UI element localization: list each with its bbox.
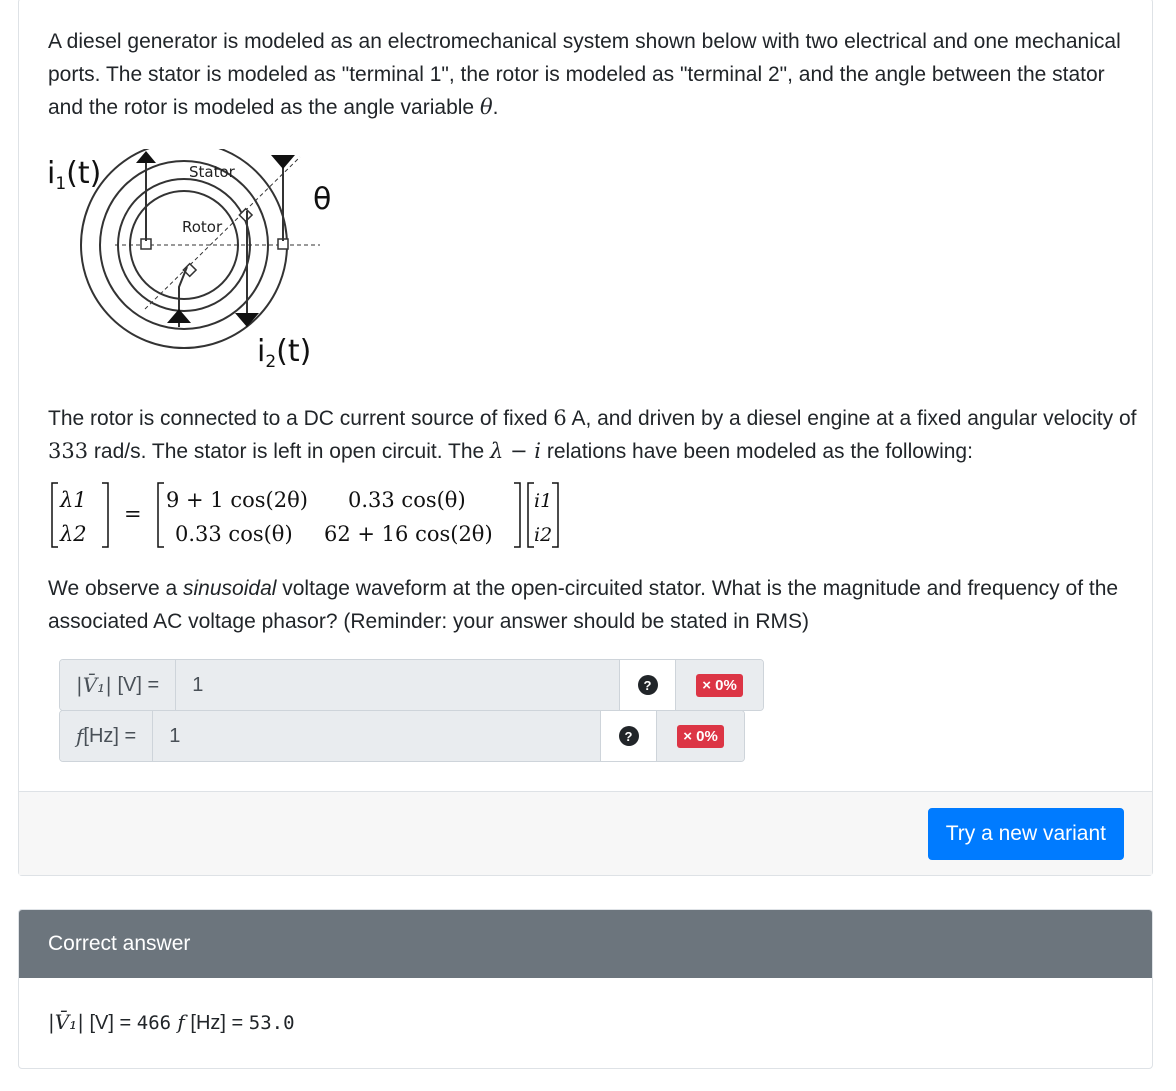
lambda-i-matrix: [48, 477, 568, 557]
question-ask: We observe a sinusoidal voltage waveform at the open-circuited stator. What is the magnitude and frequency of the associated AC voltage phasor? (Reminder: your answer should be stated in RMS): [48, 577, 1119, 633]
question-mark-icon: ?: [619, 726, 639, 746]
intro-text: A diesel generator is modeled as an electromechanical system shown below with two electrical and one mechanical ports. The stator is modeled as "terminal 1", the rotor is modeled as "terminal 2", and the angle between the stator and the rotor is modeled as the angle variable: [48, 30, 1121, 119]
f-input-group: [59, 710, 745, 762]
question-footer: [19, 791, 1152, 875]
theta-symbol: θ: [479, 95, 493, 119]
f-score-badge: × 0%: [677, 725, 724, 748]
v1-score-badge: × 0%: [696, 674, 743, 697]
question-intro: [48, 25, 1128, 124]
question-setup: The rotor is connected to a DC current source of fixed 6 A, and driven by a diesel engine at a fixed angular velocity of 333 rad/s. The stator is left in open circuit. The λ − i relations have been modeled as the following:: [48, 406, 1137, 463]
v1-input[interactable]: [176, 660, 619, 710]
f-score: [656, 711, 744, 761]
f-input-label: f [Hz] =: [60, 711, 153, 761]
lambda2: λ2: [60, 522, 87, 546]
intro-end: .: [492, 96, 499, 119]
i1: i1: [534, 490, 553, 512]
question-body: [19, 0, 1152, 791]
correct-f-value: 53.0: [248, 1012, 295, 1034]
svg-text:=: =: [124, 502, 142, 526]
question-card: [18, 0, 1153, 876]
omega-value: 333: [48, 439, 89, 463]
correct-answer-body: |V̄₁| [V] = 466 f [Hz] = 53.0: [48, 1010, 295, 1034]
theta-label: θ: [313, 182, 332, 217]
v1-score: [675, 660, 763, 710]
f-input[interactable]: [153, 711, 600, 761]
correct-answer-header: Correct answer: [19, 910, 1152, 978]
rotor-label: Rotor: [182, 218, 223, 236]
stator-label: Stator: [189, 163, 235, 181]
i2: i2: [534, 524, 553, 546]
matrix-m22: 62 + 16 cos(2θ): [324, 522, 493, 546]
matrix-m12: 0.33 cos(θ): [348, 488, 466, 512]
matrix-m11: 9 + 1 cos(2θ): [166, 488, 308, 512]
question-mark-icon: ?: [638, 675, 658, 695]
correct-answer-card: [18, 909, 1153, 1069]
f-help-button[interactable]: [600, 711, 656, 761]
current-value: 6: [553, 406, 567, 430]
lambda1: λ1: [60, 488, 87, 512]
try-new-variant-button[interactable]: Try a new variant: [928, 808, 1124, 860]
lambda-i: λ − i: [490, 439, 541, 463]
correct-v-value: 466: [136, 1012, 172, 1034]
v1-help-button[interactable]: [619, 660, 675, 710]
v1-input-group: [59, 659, 764, 711]
generator-diagram: [45, 149, 335, 379]
i2-label: $i_2(t)$: [257, 334, 312, 372]
matrix-m21: 0.33 cos(θ): [175, 522, 293, 546]
i1-label: $i_1(t)$: [47, 156, 102, 194]
v1-input-label: |V̄₁| [V] =: [60, 660, 176, 710]
